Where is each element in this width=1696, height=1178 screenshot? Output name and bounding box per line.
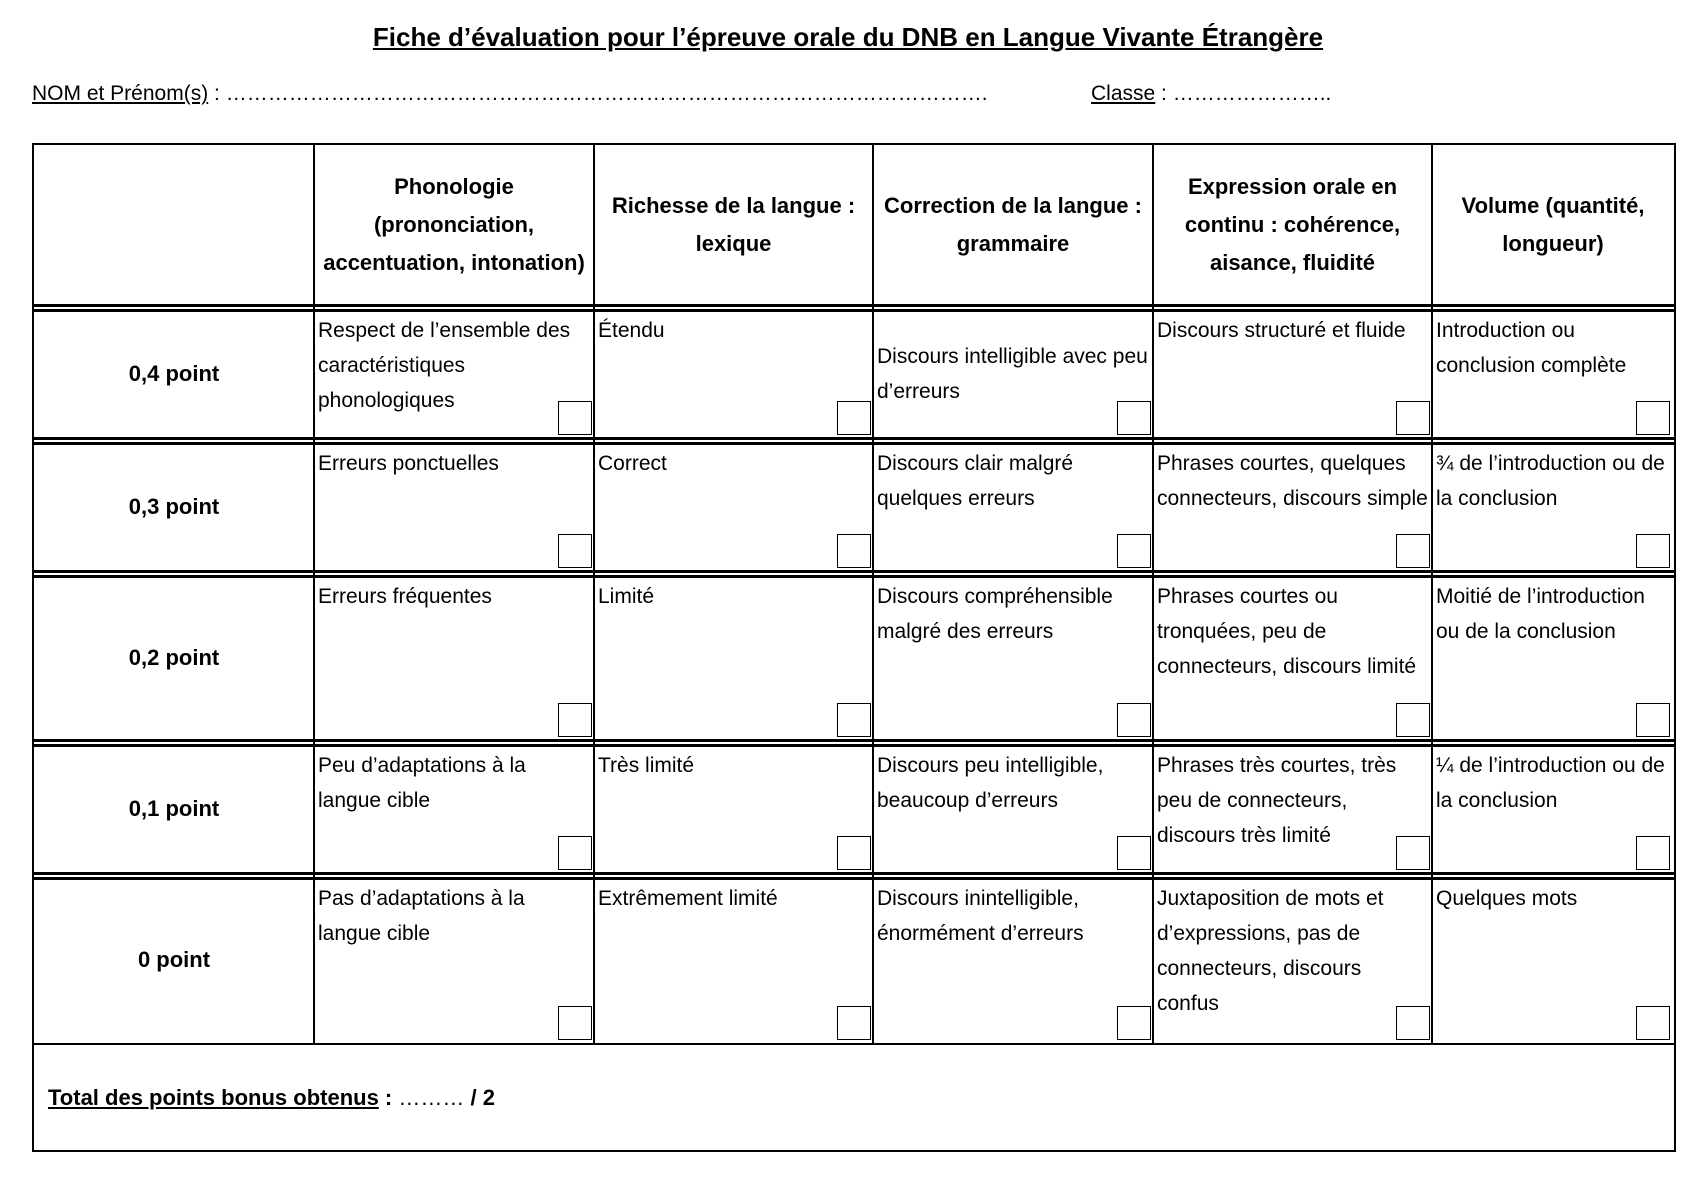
- score-checkbox[interactable]: [558, 1006, 592, 1040]
- score-checkbox[interactable]: [1396, 836, 1430, 870]
- score-checkbox[interactable]: [558, 401, 592, 435]
- criterion-cell: Discours peu intelligible, beaucoup d’erreurs: [877, 754, 1104, 812]
- score-checkbox[interactable]: [837, 534, 871, 568]
- row-divider: [34, 739, 1674, 742]
- class-separator: :: [1155, 82, 1173, 105]
- score-checkbox[interactable]: [558, 836, 592, 870]
- score-checkbox[interactable]: [1117, 1006, 1151, 1040]
- criterion-cell: Phrases courtes, quelques connecteurs, discours simple: [1157, 452, 1428, 510]
- header-cell: [34, 145, 314, 305]
- score-checkbox[interactable]: [1636, 703, 1670, 737]
- row-divider: [34, 442, 1674, 445]
- total-label: Total des points bonus obtenus: [48, 1085, 379, 1110]
- header-cell: Richesse de la langue : lexique: [611, 193, 856, 256]
- class-line: [1091, 82, 1331, 106]
- header-cell: Volume (quantité, longueur): [1461, 193, 1645, 256]
- criterion-cell: Phrases courtes ou tronquées, peu de connecteurs, discours limité: [1157, 585, 1417, 678]
- score-checkbox[interactable]: [1636, 401, 1670, 435]
- criterion-cell: Discours intelligible avec peu d’erreurs: [877, 344, 1148, 403]
- total-field[interactable]: ………: [398, 1085, 465, 1110]
- column-divider: [1152, 145, 1154, 1043]
- score-checkbox[interactable]: [837, 1006, 871, 1040]
- score-checkbox[interactable]: [1636, 836, 1670, 870]
- score-checkbox[interactable]: [1396, 703, 1430, 737]
- row-divider: [34, 872, 1674, 875]
- name-label: NOM et Prénom(s): [32, 82, 209, 105]
- row-divider: [34, 575, 1674, 578]
- criterion-cell: ¼ de l’introduction ou de la conclusion: [1436, 754, 1665, 812]
- criterion-cell: Correct: [598, 452, 667, 475]
- score-checkbox[interactable]: [1117, 401, 1151, 435]
- total-separator: :: [378, 1085, 399, 1110]
- score-checkbox[interactable]: [1396, 534, 1430, 568]
- points-label: 0,2 point: [128, 644, 220, 670]
- score-checkbox[interactable]: [1117, 534, 1151, 568]
- criterion-cell: Discours inintelligible, énormément d’erreurs: [877, 887, 1084, 945]
- score-checkbox[interactable]: [1396, 1006, 1430, 1040]
- total-max: / 2: [464, 1085, 495, 1110]
- row-divider: [34, 304, 1674, 307]
- criterion-cell: Introduction ou conclusion complète: [1436, 319, 1627, 377]
- criterion-cell: Moitié de l’introduction ou de la conclusion: [1436, 585, 1645, 643]
- criterion-cell: Discours clair malgré quelques erreurs: [877, 452, 1074, 510]
- criterion-cell: Erreurs fréquentes: [318, 585, 492, 608]
- criterion-cell: Discours compréhensible malgré des erreurs: [877, 585, 1113, 643]
- score-checkbox[interactable]: [1396, 401, 1430, 435]
- column-divider: [872, 145, 874, 1043]
- criterion-cell: Discours structuré et fluide: [1157, 319, 1406, 342]
- row-divider: [34, 744, 1674, 747]
- score-checkbox[interactable]: [1117, 703, 1151, 737]
- points-label: 0,1 point: [128, 795, 220, 821]
- criterion-cell: Extrêmement limité: [598, 887, 778, 910]
- row-divider: [34, 309, 1674, 312]
- header-cell: Expression orale en continu : cohérence, aisance, fluidité: [1184, 174, 1401, 275]
- criterion-cell: Respect de l’ensemble des caractéristiques phonologiques: [318, 319, 571, 412]
- criterion-cell: Erreurs ponctuelles: [318, 452, 499, 475]
- column-divider: [593, 145, 595, 1043]
- points-label: 0,3 point: [128, 493, 220, 519]
- criterion-cell: Peu d’adaptations à la langue cible: [318, 754, 526, 812]
- criterion-cell: Pas d’adaptations à la langue cible: [318, 887, 525, 945]
- class-label: Classe: [1091, 82, 1156, 105]
- points-label: 0 point: [137, 947, 211, 972]
- page-title: Fiche d’évaluation pour l’épreuve orale du DNB en Langue Vivante Étrangère: [372, 22, 1324, 52]
- criterion-cell: Limité: [598, 585, 655, 608]
- header-cell: Phonologie (prononciation, accentuation, intonation): [323, 174, 585, 275]
- score-checkbox[interactable]: [558, 703, 592, 737]
- criterion-cell: ¾ de l’introduction ou de la conclusion: [1436, 452, 1665, 510]
- criterion-cell: Phrases très courtes, très peu de connecteurs, discours très limité: [1157, 754, 1397, 847]
- row-divider: [34, 877, 1674, 880]
- row-divider: [34, 437, 1674, 440]
- column-divider: [1431, 145, 1433, 1043]
- evaluation-grid: [32, 143, 1676, 1152]
- score-checkbox[interactable]: [837, 703, 871, 737]
- criterion-cell: Juxtaposition de mots et d’expressions, pas de connecteurs, discours confus: [1157, 887, 1384, 1015]
- criterion-cell: Étendu: [598, 319, 665, 342]
- class-field[interactable]: …………………..: [1172, 82, 1332, 105]
- score-checkbox[interactable]: [837, 401, 871, 435]
- row-divider: [34, 1043, 1674, 1045]
- score-checkbox[interactable]: [1117, 836, 1151, 870]
- name-field[interactable]: ……………………………………………………………………………………………….: [225, 82, 988, 105]
- score-checkbox[interactable]: [1636, 534, 1670, 568]
- score-checkbox[interactable]: [837, 836, 871, 870]
- header-cell: Correction de la langue : grammaire: [884, 193, 1142, 256]
- name-line: [32, 82, 988, 106]
- points-label: 0,4 point: [128, 360, 220, 386]
- score-checkbox[interactable]: [1636, 1006, 1670, 1040]
- score-checkbox[interactable]: [558, 534, 592, 568]
- criterion-cell: Quelques mots: [1436, 887, 1578, 910]
- row-divider: [34, 570, 1674, 573]
- name-separator: :: [208, 82, 226, 105]
- criterion-cell: Très limité: [598, 754, 695, 777]
- total-line: [48, 1085, 495, 1111]
- column-divider: [313, 145, 315, 1043]
